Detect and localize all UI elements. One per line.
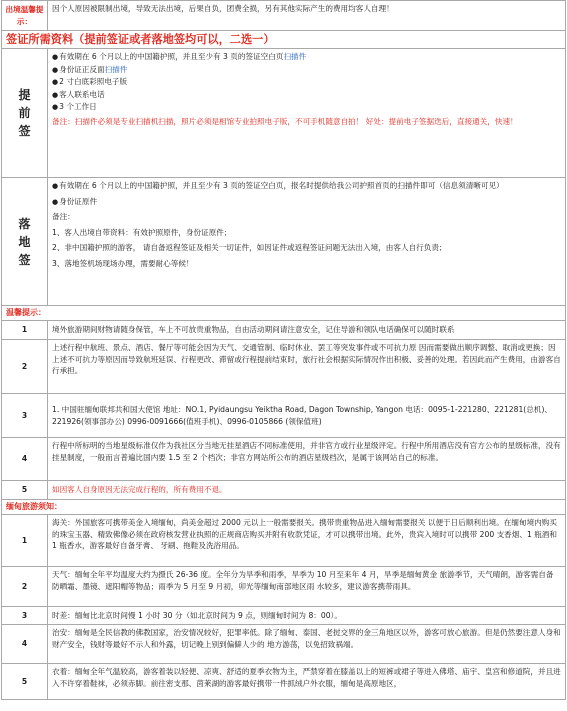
advance-item-text: 身份证正反面 bbox=[59, 64, 105, 74]
exit-tips-text: 因个人原因被限制出境，导致无法出境，后果自负，团费全损，另有其他实际产生的费用均客人自理！ bbox=[48, 1, 566, 31]
advance-item-text: 2 寸白底彩照电子版 bbox=[59, 77, 128, 86]
arrival-visa-label bbox=[2, 178, 48, 306]
table-row bbox=[2, 438, 566, 481]
advance-item bbox=[52, 64, 561, 77]
row-text: 行程中所标明的当地星级标准仅作为我社区分当地无挂星酒店不同标准使用，并非官方或行业星级评定。行程中所用酒店没有官方公布的星级标准，没有挂星制度，一般而言普遍比国内要 1.5 至 2 个档次；非官方网站所公布的酒店星级档次，是属于该网站自己的标准。 bbox=[48, 438, 566, 481]
advance-item bbox=[52, 89, 561, 102]
row-number: 2 bbox=[2, 340, 48, 394]
row-text: 治安：缅甸是全民信教的佛教国家，治安情况较好，犯罪率低。除了缅甸、泰国、老挝交界的金三角地区以外，游客可放心旅游。但是仍然要注意人身和财产安全，钱财等最好不示人和外露，切记晚上别到偏僻人少的 地方游荡，以免招致祸端。 bbox=[48, 625, 566, 664]
table-row bbox=[2, 567, 566, 607]
myanmar-label: 缅甸旅游须知： bbox=[2, 500, 566, 515]
row-text: 如因客人自身原因无法完成行程的，所有费用不退。 bbox=[48, 481, 566, 500]
scan-link[interactable]: 扫描件 bbox=[283, 52, 307, 61]
arrival-remark: 1、客人出境自带资料：有效护照原件，身份证原件； bbox=[52, 227, 232, 237]
table-row bbox=[2, 607, 566, 625]
advance-label-char: 前 bbox=[18, 106, 31, 120]
row-number: 1 bbox=[2, 515, 48, 567]
warm-tips-header-row bbox=[2, 306, 566, 321]
arrival-remark: 3、落地签机场现场办理，需要耐心等候！ bbox=[52, 258, 194, 268]
myanmar-header-row bbox=[2, 500, 566, 515]
row-number: 1 bbox=[2, 321, 48, 340]
advance-item-text: 有效期在 6 个月以上的中国籍护照，并且至少有 3 页的签证空白页 bbox=[59, 52, 284, 61]
table-row bbox=[2, 340, 566, 394]
table-row bbox=[2, 625, 566, 664]
arrival-id-copy: ● 身份证原件 bbox=[52, 196, 561, 209]
advance-item-text: 3 个工作日 bbox=[59, 102, 97, 111]
row-number: 4 bbox=[2, 438, 48, 481]
table-row bbox=[2, 481, 566, 500]
advance-label-char: 签 bbox=[18, 124, 31, 138]
docs-header: 签证所需资料（提前签证或者落地签均可以，二选一） bbox=[2, 31, 566, 49]
arrival-visa-row bbox=[2, 178, 566, 306]
row-number: 5 bbox=[2, 664, 48, 700]
arrival-remark: 2、非中国籍护照的游客， 请自备返程签证及相关一切证件，如因证件或返程签证问题无法出入境，由客人自行负责； bbox=[52, 243, 447, 252]
warm-tips-label: 温馨提示： bbox=[2, 306, 566, 321]
advance-item bbox=[52, 76, 561, 89]
row-text: 衣着：缅甸全年气温较高，游客着装以轻便、凉爽、舒适的夏季衣物为主，严禁穿着在膝盖以上的短裤或裙子等进入佛塔、庙宇、皇宫和修道院，并且进入不许穿着鞋袜，必须赤脚。前往密支那、茵莱湖的游客最好携带一件抓绒户外衣服，缅甸是高原地区， bbox=[48, 664, 566, 700]
advance-item-text: 客人联系电话 bbox=[59, 89, 105, 99]
advance-item bbox=[52, 51, 561, 64]
row-number: 3 bbox=[2, 394, 48, 438]
row-text: 境外旅游期间财物请随身保管，车上不可放贵重物品，自由活动期间请注意安全，记住导游和领队电话确保可以随时联系 bbox=[48, 321, 566, 340]
advance-visa-label bbox=[2, 49, 48, 178]
row-text: 海关：外国旅客可携带美金入境缅甸，尚美金超过 2000 元以上一般需要报关。携带贵重物品进入缅甸需要报关 以便于日后顺利出境。在缅甸境内购买的珠宝玉器、精致佛像必须在政府核发营业执照的正规商店购买并附有收款凭证，才可以携带出境。此外，贵宾入境时可以携带 200 支香烟、1 瓶酒和 1 瓶香水，游客最好自备牙膏、 牙刷、拖鞋及洗浴用品。 bbox=[48, 515, 566, 567]
row-text: 时差：缅甸比北京时间慢 1 小时 30 分（如北京时间为 9 点，则缅甸时间为 8：00）。 bbox=[48, 607, 566, 625]
table-row bbox=[2, 321, 566, 340]
row-number: 4 bbox=[2, 625, 48, 664]
arrival-remark-title: 备注： bbox=[52, 212, 75, 221]
advance-note: 备注：扫描件必须是专业扫描机扫描，照片必须是相馆专业拍照电子版，不可手机随意自拍！ 好处：提前电子签据迭后，直接通关，快速！ bbox=[52, 116, 518, 126]
advance-visa-row bbox=[2, 49, 566, 178]
info-table bbox=[1, 0, 566, 700]
row-number: 3 bbox=[2, 607, 48, 625]
arrival-visa-content bbox=[48, 178, 566, 306]
arrival-passport: ● 有效期在 6 个月以上的中国籍护照，并且至少有 3 页的签证空白页，报名时提供给我公司护照首页的扫描件即可（信息须清晰可见） bbox=[52, 180, 561, 193]
exit-tips-row bbox=[2, 1, 566, 31]
row-number: 5 bbox=[2, 481, 48, 500]
arrival-label-char: 落 bbox=[18, 216, 31, 231]
row-text: 上述行程中航班、景点、酒店、餐厅等可能会因为天气、交通管制、临时休业、罢工等突发事件或不可抗力原 因而需要做出顺序调整、取消或更换；因上述不可抗力等原因而导致航班延误、行程更改、滞留或行程提前结束时，旅行社会根据实际情况作出积极、妥善的处理。若因此而产生费用，由游客自行承担。 bbox=[48, 340, 566, 394]
table-row bbox=[2, 664, 566, 700]
docs-header-row bbox=[2, 31, 566, 49]
table-row bbox=[2, 394, 566, 438]
arrival-label-char: 签 bbox=[18, 252, 31, 267]
table-row bbox=[2, 515, 566, 567]
advance-label-char: 提 bbox=[18, 88, 31, 102]
advance-item bbox=[52, 101, 561, 114]
row-text: 天气：缅甸全年平均温度大约为摄氏 26-36 度。全年分为旱季和雨季，旱季为 10 月至来年 4 月，旱季是缅甸黄金 旅游季节，天气晴朗，游客需自备防晒霜、墨镜、遮阳帽等物品；雨季为 5 月至 9 月初，卯光等缅甸南部地区雨 水较多，建议游客携带雨具。 bbox=[48, 567, 566, 607]
exit-tips-label: 出境温馨提示： bbox=[2, 1, 48, 31]
row-text: 1. 中国驻缅甸联邦共和国大使馆 地址：NO.1, Pyidaungsu Yeiktha Road, Dagon Township, Yangon 电话：0095-1-221280、221281(总机)、221926(领事部办公) 0996-0091666(值班手机)、0996-0105866 (领保值班) bbox=[48, 394, 566, 438]
row-number: 2 bbox=[2, 567, 48, 607]
arrival-label-char: 地 bbox=[18, 234, 31, 249]
scan-link[interactable]: 扫描件 bbox=[104, 64, 128, 74]
advance-visa-content bbox=[48, 49, 566, 178]
